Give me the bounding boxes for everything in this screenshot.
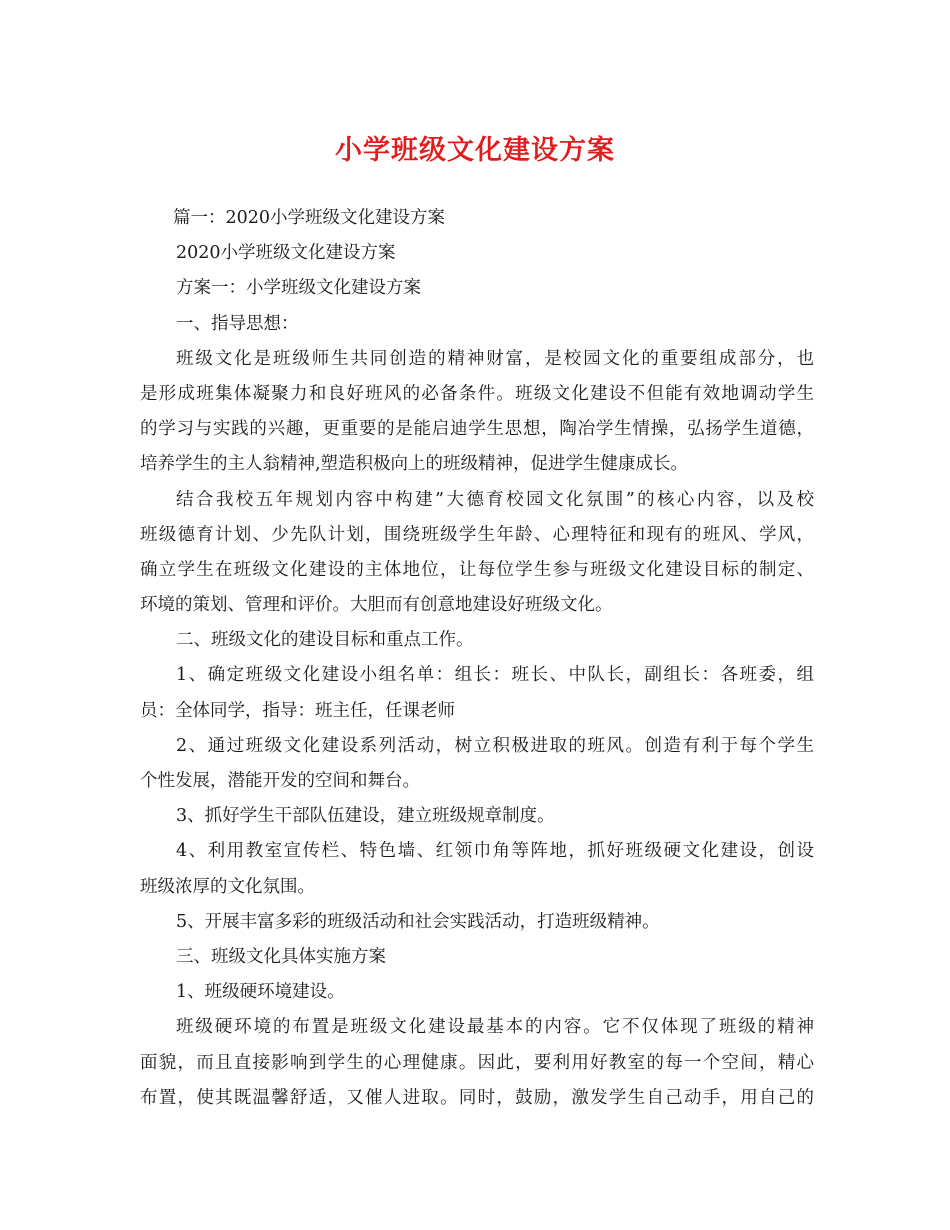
heading-implementation: 三、班级文化具体实施方案 (176, 946, 386, 967)
list-item: 4、利用教室宣传栏、特色墙、红领巾角等阵地，抓好班级硬文化建设，创设 (176, 841, 814, 862)
paragraph-line: 是形成班集体凝聚力和良好班风的必备条件。班级文化建设不但能有效地调动学生 (140, 383, 814, 404)
list-item-continuation: 员：全体同学，指导：班主任，任课老师 (140, 700, 455, 721)
paragraph-line: 面貌，而且直接影响到学生的心理健康。因此，要利用好教室的每一个空间，精心 (140, 1052, 814, 1073)
subtitle: 2020小学班级文化建设方案 (176, 243, 396, 264)
section-heading: 篇一：2020小学班级文化建设方案 (173, 208, 446, 228)
paragraph-line: 确立学生在班级文化建设的主体地位，让每位学生参与班级文化建设目标的制定、 (140, 559, 814, 580)
paragraph-line: 布置，使其既温馨舒适，又催人进取。同时，鼓励，激发学生自己动手，用自己的 (140, 1087, 814, 1108)
paragraph-line: 环境的策划、管理和评价。大胆而有创意地建设好班级文化。 (140, 595, 613, 616)
paragraph-line: 班级硬环境的布置是班级文化建设最基本的内容。它不仅体现了班级的精神 (176, 1017, 814, 1038)
list-item-continuation: 班级浓厚的文化氛围。 (140, 876, 315, 897)
list-item: 1、确定班级文化建设小组名单：组长：班长、中队长，副组长：各班委，组 (176, 665, 814, 686)
plan-heading: 方案一：小学班级文化建设方案 (176, 278, 421, 299)
paragraph-line: 结合我校五年规划内容中构建”大德育校园文化氛围”的核心内容，以及校 (176, 489, 814, 510)
subheading-hard-environment: 1、班级硬环境建设。 (176, 982, 345, 1003)
list-item: 5、开展丰富多彩的班级活动和社会实践活动，打造班级精神。 (176, 911, 660, 932)
document-title: 小学班级文化建设方案 (335, 135, 615, 166)
list-item: 3、抓好学生干部队伍建设，建立班级规章制度。 (176, 806, 555, 827)
paragraph-line: 培养学生的主人翁精神,塑造积极向上的班级精神，促进学生健康成长。 (140, 454, 689, 475)
heading-guiding-thought: 一、指导思想： (176, 313, 299, 334)
paragraph-line: 的学习与实践的兴趣，更重要的是能启迪学生思想，陶冶学生情操，弘扬学生道德， (140, 419, 814, 440)
list-item: 2、通过班级文化建设系列活动，树立积极进取的班风。创造有利于每个学生 (176, 735, 814, 756)
document-body (140, 201, 814, 1116)
list-item-continuation: 个性发展，潜能开发的空间和舞台。 (140, 771, 420, 791)
heading-goals: 二、班级文化的建设目标和重点工作。 (176, 630, 474, 651)
paragraph-line: 班级德育计划、少先队计划，围绕班级学生年龄、心理特征和现有的班风、学风， (140, 524, 814, 545)
paragraph-line: 班级文化是班级师生共同创造的精神财富，是校园文化的重要组成部分，也 (176, 348, 814, 369)
